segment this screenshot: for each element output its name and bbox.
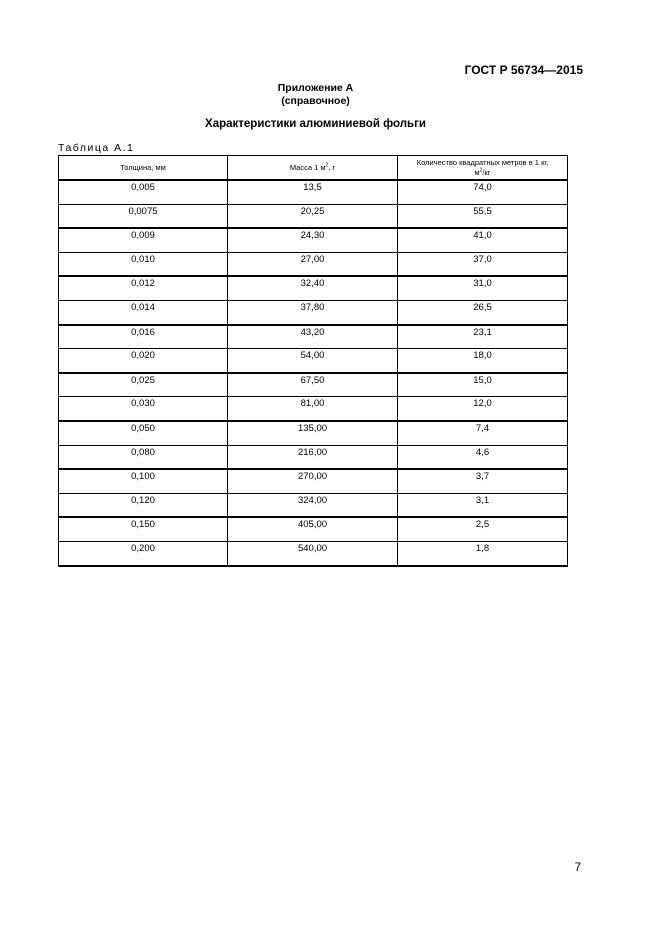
table-row (59, 493, 568, 517)
page-number: 7 (574, 862, 581, 874)
cell-mass: 27,00 (228, 252, 398, 276)
cell-area: 12,0 (398, 397, 568, 421)
cell-area: 4,6 (398, 445, 568, 469)
section-heading: Характеристики алюминиевой фольги (205, 118, 426, 130)
cell-mass: 43,20 (228, 325, 398, 349)
table-header-row (59, 156, 568, 181)
column-header-thickness (59, 156, 228, 181)
cell-mass: 270,00 (228, 469, 398, 493)
cell-mass: 20,25 (228, 204, 398, 228)
cell-thickness: 0,030 (59, 397, 228, 421)
cell-area: 15,0 (398, 373, 568, 397)
table-row (59, 204, 568, 228)
thickness-header-text: Толщина, мм (120, 162, 166, 172)
area-header-line1: Количество квадратных метров в 1 кг, (416, 157, 549, 167)
cell-mass: 324,00 (228, 493, 398, 517)
cell-area: 3,1 (398, 493, 568, 517)
foil-characteristics-table (58, 155, 568, 567)
mass-header-suffix: , г (328, 162, 336, 172)
cell-thickness: 0,120 (59, 493, 228, 517)
cell-thickness: 0,150 (59, 517, 228, 541)
cell-area: 74,0 (398, 180, 568, 204)
cell-area: 26,5 (398, 300, 568, 324)
cell-thickness: 0,016 (59, 325, 228, 349)
appendix-subtitle: (справочное) (281, 95, 350, 107)
table-row (59, 228, 568, 252)
cell-area: 2,5 (398, 517, 568, 541)
cell-thickness: 0,005 (59, 180, 228, 204)
table-body (59, 180, 568, 566)
cell-mass: 67,50 (228, 373, 398, 397)
cell-area: 31,0 (398, 276, 568, 300)
table-row (59, 421, 568, 445)
cell-thickness: 0,080 (59, 445, 228, 469)
appendix-title: Приложение А (277, 82, 354, 94)
area-header-line2-sup: 2 (479, 167, 483, 173)
cell-mass: 216,00 (228, 445, 398, 469)
mass-header-sup: 2 (325, 162, 329, 168)
standard-code: ГОСТ Р 56734—2015 (464, 63, 583, 77)
table-row (59, 517, 568, 541)
table-row (59, 349, 568, 373)
cell-thickness: 0,014 (59, 300, 228, 324)
cell-thickness: 0,050 (59, 421, 228, 445)
cell-mass: 32,40 (228, 276, 398, 300)
cell-thickness: 0,200 (59, 541, 228, 565)
table-row (59, 180, 568, 204)
cell-mass: 81,00 (228, 397, 398, 421)
cell-area: 7,4 (398, 421, 568, 445)
cell-thickness: 0,010 (59, 252, 228, 276)
area-header-line2-prefix: м (474, 167, 480, 177)
cell-thickness: 0,020 (59, 349, 228, 373)
table-row (59, 276, 568, 300)
area-header-line2-suffix: /кг (482, 167, 491, 177)
cell-area: 3,7 (398, 469, 568, 493)
table-row (59, 445, 568, 469)
cell-area: 37,0 (398, 252, 568, 276)
table-caption: Таблица А.1 (58, 142, 135, 154)
cell-mass: 24,30 (228, 228, 398, 252)
table-row (59, 469, 568, 493)
cell-mass: 540,00 (228, 541, 398, 565)
cell-area: 23,1 (398, 325, 568, 349)
column-header-area (398, 156, 568, 181)
cell-thickness: 0,012 (59, 276, 228, 300)
cell-mass: 13,5 (228, 180, 398, 204)
mass-header-prefix: Масса 1 м (289, 162, 326, 172)
cell-thickness: 0,0075 (59, 204, 228, 228)
table-row (59, 541, 568, 565)
cell-thickness: 0,025 (59, 373, 228, 397)
cell-mass: 54,00 (228, 349, 398, 373)
cell-mass: 405,00 (228, 517, 398, 541)
cell-mass: 135,00 (228, 421, 398, 445)
cell-thickness: 0,009 (59, 228, 228, 252)
table-row (59, 373, 568, 397)
cell-area: 55,5 (398, 204, 568, 228)
cell-area: 1,8 (398, 541, 568, 565)
table-row (59, 252, 568, 276)
cell-mass: 37,80 (228, 300, 398, 324)
table-row (59, 397, 568, 421)
cell-area: 41,0 (398, 228, 568, 252)
column-header-mass (228, 156, 398, 181)
table-row (59, 300, 568, 324)
cell-thickness: 0,100 (59, 469, 228, 493)
cell-area: 18,0 (398, 349, 568, 373)
table-row (59, 325, 568, 349)
